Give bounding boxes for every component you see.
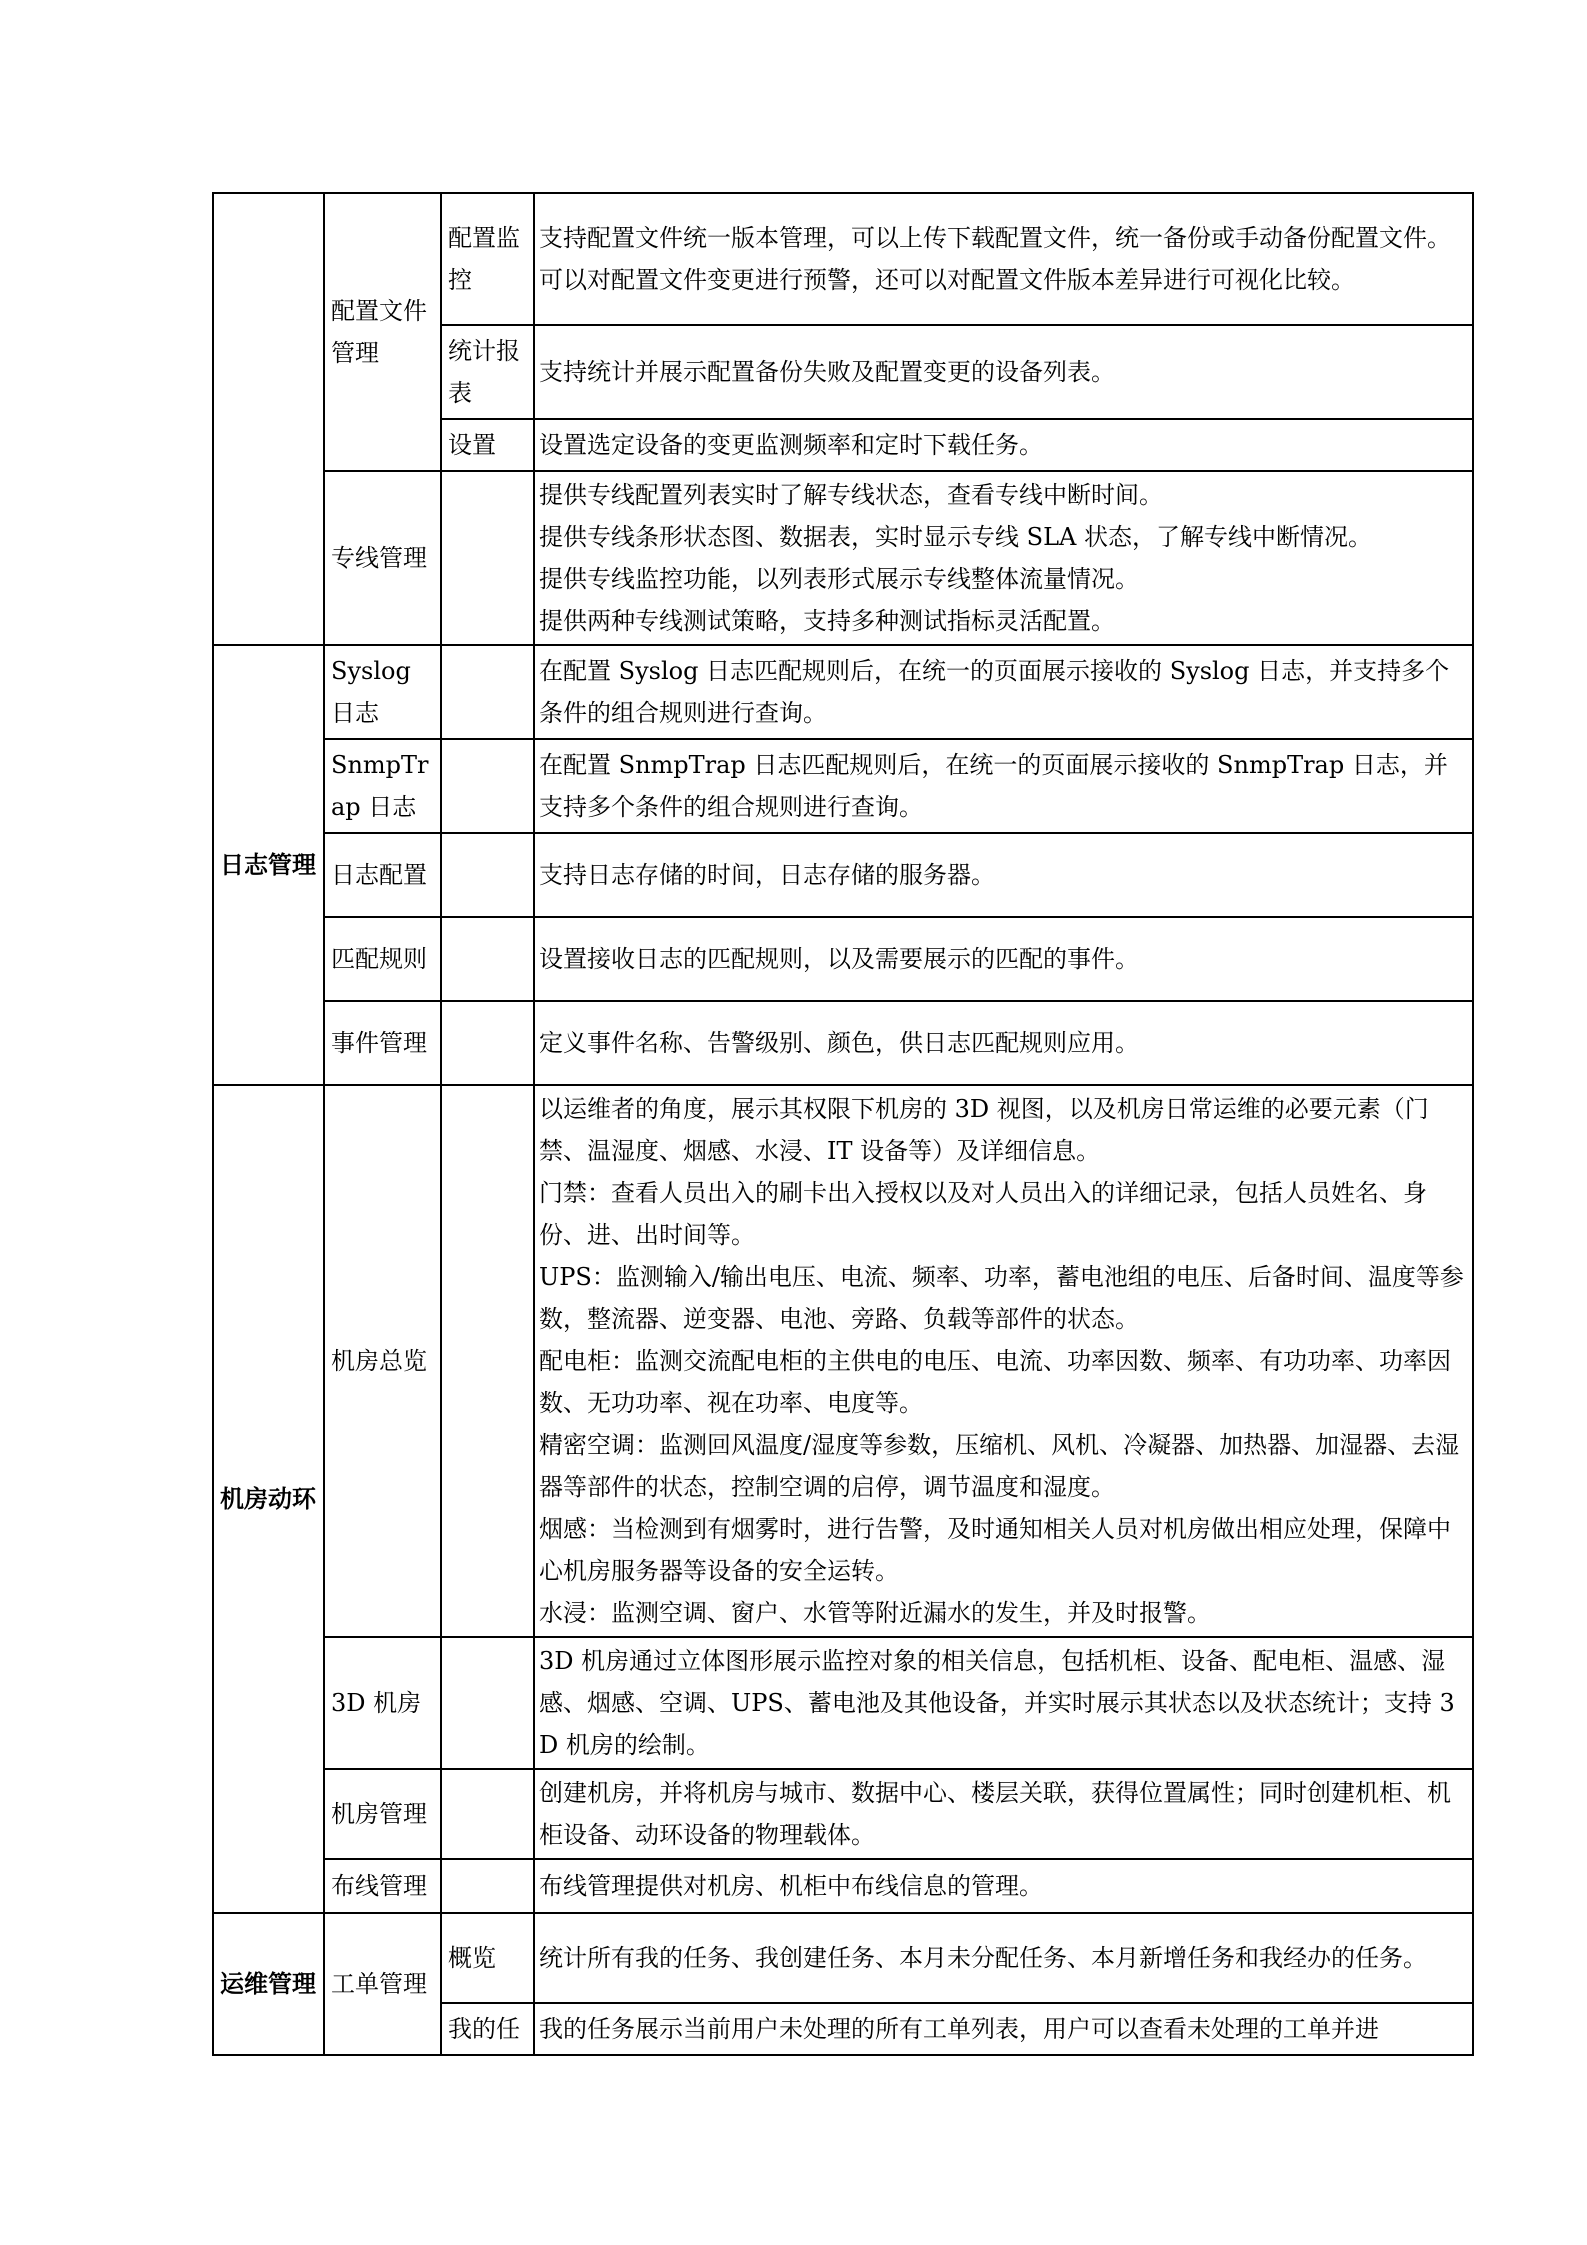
sub-cell: 事件管理 <box>324 1001 441 1085</box>
sub-cell: Syslog 日志 <box>324 645 441 739</box>
category-cell: 机房动环 <box>213 1085 324 1913</box>
desc-cell <box>534 1085 1473 1637</box>
desc-cell: 在配置 Syslog 日志匹配规则后，在统一的页面展示接收的 Syslog 日志，并支持多个条件的组合规则进行查询。 <box>534 645 1473 739</box>
desc-line: 烟感：当检测到有烟雾时，进行告警，及时通知相关人员对机房做出相应处理，保障中心机房服务器等设备的安全运转。 <box>539 1515 1451 1585</box>
desc-cell: 定义事件名称、告警级别、颜色，供日志匹配规则应用。 <box>534 1001 1473 1085</box>
desc-cell: 支持日志存储的时间，日志存储的服务器。 <box>534 833 1473 917</box>
desc-line: 精密空调：监测回风温度/湿度等参数，压缩机、风机、冷凝器、加热器、加湿器、去湿器等部件的状态，控制空调的启停，调节温度和湿度。 <box>539 1431 1460 1501</box>
item-cell: 我的任 <box>441 2003 534 2055</box>
desc-line: 配电柜：监测交流配电柜的主供电的电压、电流、功率因数、频率、有功功率、功率因数、无功功率、视在功率、电度等。 <box>539 1347 1451 1417</box>
sub-cell: SnmpTrap 日志 <box>324 739 441 833</box>
item-cell-blank <box>441 471 534 645</box>
desc-line: 门禁：查看人员出入的刷卡出入授权以及对人员出入的详细记录，包括人员姓名、身份、进、出时间等。 <box>539 1179 1427 1249</box>
desc-line: 提供专线条形状态图、数据表，实时显示专线 SLA 状态，了解专线中断情况。 <box>539 523 1372 551</box>
item-cell-blank <box>441 1769 534 1859</box>
sub-cell: 专线管理 <box>324 471 441 645</box>
desc-cell: 设置选定设备的变更监测频率和定时下载任务。 <box>534 419 1473 471</box>
desc-cell: 支持统计并展示配置备份失败及配置变更的设备列表。 <box>534 325 1473 419</box>
sub-cell: 机房管理 <box>324 1769 441 1859</box>
sub-cell: 布线管理 <box>324 1859 441 1913</box>
desc-line: 提供专线配置列表实时了解专线状态，查看专线中断时间。 <box>539 481 1163 509</box>
desc-cell: 支持配置文件统一版本管理，可以上传下载配置文件，统一备份或手动备份配置文件。可以对配置文件变更进行预警，还可以对配置文件版本差异进行可视化比较。 <box>534 193 1473 325</box>
desc-cell: 设置接收日志的匹配规则，以及需要展示的匹配的事件。 <box>534 917 1473 1001</box>
item-cell-blank <box>441 1085 534 1637</box>
desc-cell: 3D 机房通过立体图形展示监控对象的相关信息，包括机柜、设备、配电柜、温感、湿感、烟感、空调、UPS、蓄电池及其他设备，并实时展示其状态以及状态统计；支持 3D 机房的绘制。 <box>534 1637 1473 1769</box>
item-cell-blank <box>441 645 534 739</box>
item-cell-blank <box>441 1001 534 1085</box>
desc-line: 提供专线监控功能，以列表形式展示专线整体流量情况。 <box>539 565 1139 593</box>
item-cell: 配置监控 <box>441 193 534 325</box>
desc-line: UPS：监测输入/输出电压、电流、频率、功率，蓄电池组的电压、后备时间、温度等参数，整流器、逆变器、电池、旁路、负载等部件的状态。 <box>539 1263 1464 1333</box>
item-cell-blank <box>441 739 534 833</box>
sub-cell: 配置文件管理 <box>324 193 441 471</box>
item-cell: 设置 <box>441 419 534 471</box>
category-cell: 运维管理 <box>213 1913 324 2055</box>
feature-table <box>212 192 1474 2056</box>
item-cell-blank <box>441 917 534 1001</box>
sub-cell: 日志配置 <box>324 833 441 917</box>
item-cell: 统计报表 <box>441 325 534 419</box>
desc-cell: 我的任务展示当前用户未处理的所有工单列表，用户可以查看未处理的工单并进 <box>534 2003 1473 2055</box>
category-cell-blank <box>213 193 324 645</box>
sub-cell: 3D 机房 <box>324 1637 441 1769</box>
desc-cell <box>534 471 1473 645</box>
desc-cell: 创建机房，并将机房与城市、数据中心、楼层关联，获得位置属性；同时创建机柜、机柜设备、动环设备的物理载体。 <box>534 1769 1473 1859</box>
item-cell-blank <box>441 833 534 917</box>
desc-cell: 布线管理提供对机房、机柜中布线信息的管理。 <box>534 1859 1473 1913</box>
desc-line: 提供两种专线测试策略，支持多种测试指标灵活配置。 <box>539 607 1115 635</box>
item-cell-blank <box>441 1637 534 1769</box>
sub-cell: 机房总览 <box>324 1085 441 1637</box>
item-cell-blank <box>441 1859 534 1913</box>
category-cell: 日志管理 <box>213 645 324 1085</box>
desc-line: 以运维者的角度，展示其权限下机房的 3D 视图，以及机房日常运维的必要元素（门禁、温湿度、烟感、水浸、IT 设备等）及详细信息。 <box>539 1095 1429 1165</box>
sub-cell: 匹配规则 <box>324 917 441 1001</box>
desc-cell: 统计所有我的任务、我创建任务、本月未分配任务、本月新增任务和我经办的任务。 <box>534 1913 1473 2003</box>
desc-line: 水浸：监测空调、窗户、水管等附近漏水的发生，并及时报警。 <box>539 1599 1211 1627</box>
desc-cell: 在配置 SnmpTrap 日志匹配规则后，在统一的页面展示接收的 SnmpTrap 日志，并支持多个条件的组合规则进行查询。 <box>534 739 1473 833</box>
sub-cell: 工单管理 <box>324 1913 441 2055</box>
item-cell: 概览 <box>441 1913 534 2003</box>
